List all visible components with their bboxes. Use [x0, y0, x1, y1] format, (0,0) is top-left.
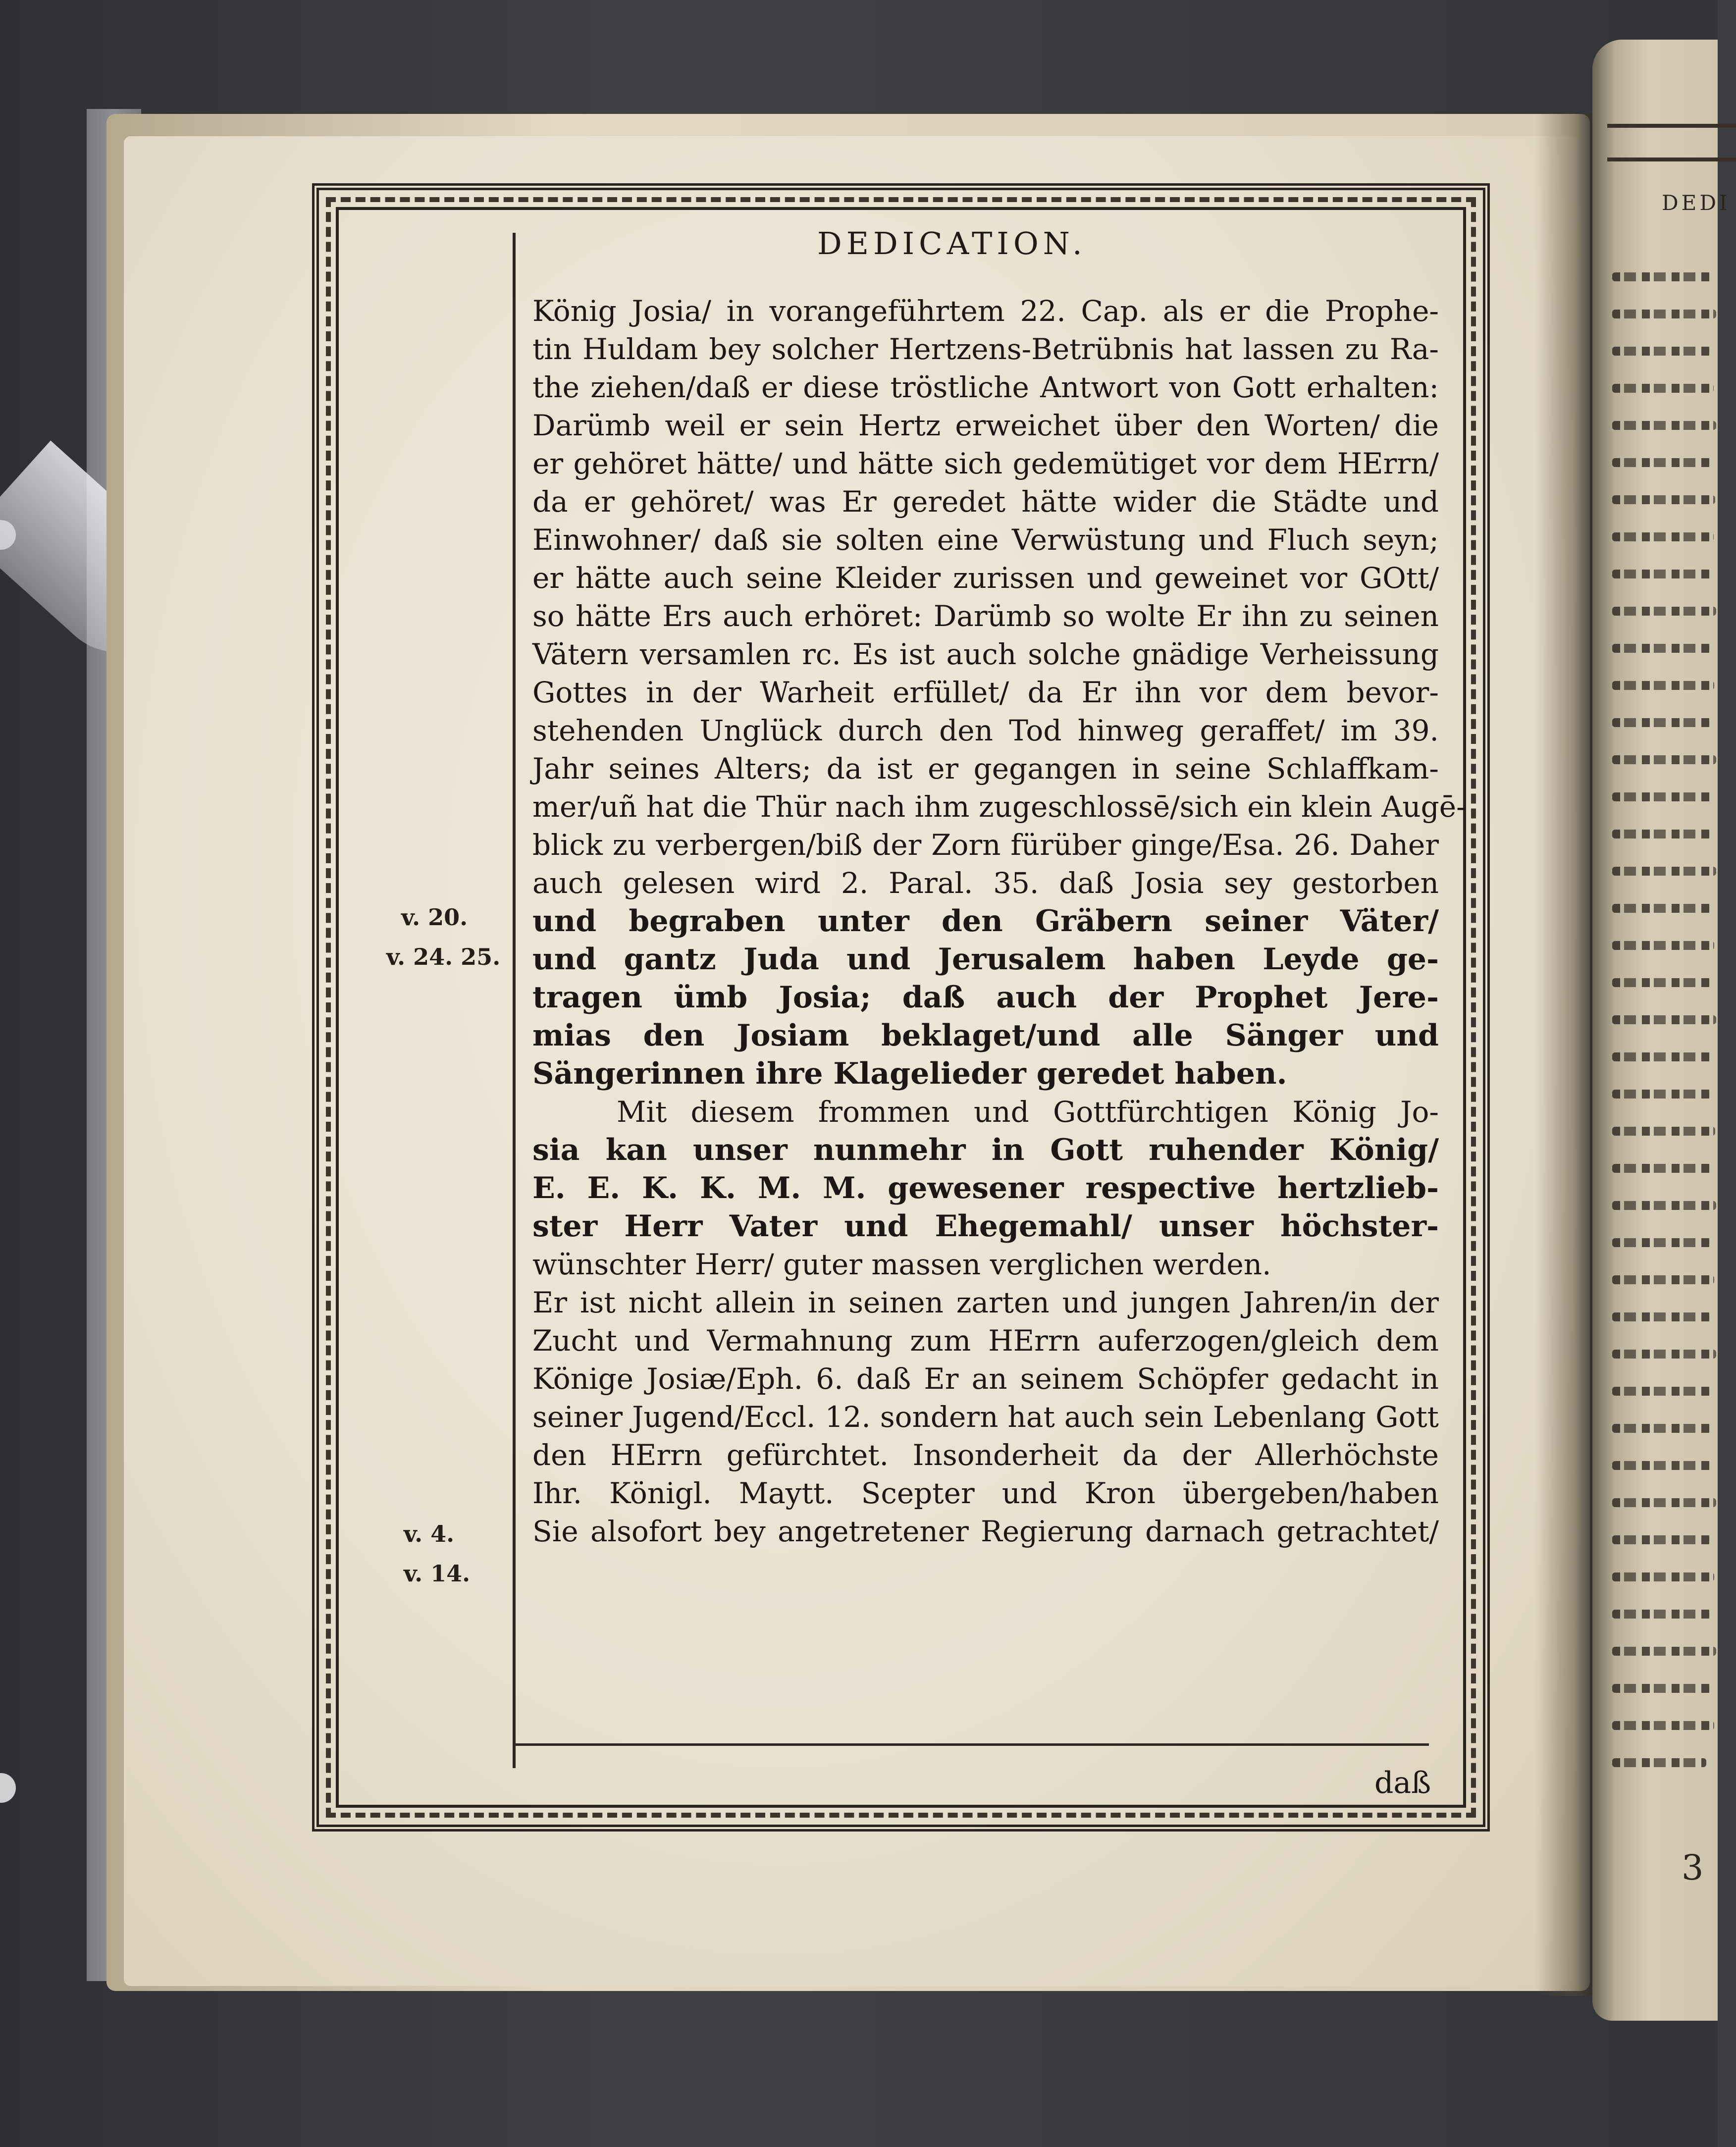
- margin-rule: [513, 233, 516, 1768]
- body-text: [532, 292, 1466, 1733]
- facing-page-text: [1612, 1535, 1711, 1544]
- text-line: E. E. K. K. M. M. gewesener respective hertzlieb-: [532, 1171, 1439, 1205]
- facing-page-text: [1612, 830, 1711, 838]
- text-line: er hätte auch seine Kleider zurissen und geweinet vor GOtt/: [532, 561, 1439, 595]
- facing-page-text: [1612, 384, 1714, 393]
- facing-page-text: [1612, 1498, 1716, 1507]
- text-line: und begraben unter den Gräbern seiner Väter/: [532, 904, 1439, 939]
- text-line: blick zu verbergen/biß der Zorn fürüber ginge/Esa. 26. Daher: [532, 828, 1439, 862]
- text-line: mer/uñ hat die Thür nach ihm zugeschlossē/sich ein klein Augē-: [532, 790, 1466, 824]
- facing-page-text: [1612, 941, 1714, 950]
- text-line: tin Huldam bey solcher Hertzens-Betrübnis hat lassen zu Ra-: [532, 332, 1439, 366]
- margin-note: v. 4.: [404, 1520, 455, 1547]
- facing-page-text: [1612, 1647, 1716, 1656]
- text-line: da er gehöret/ was Er geredet hätte wider die Städte und: [532, 485, 1439, 519]
- text-line: er gehöret hätte/ und hätte sich gedemütiget vor dem HErrn/: [532, 447, 1439, 480]
- facing-page-text: [1612, 421, 1716, 430]
- facing-page-border: [1607, 124, 1736, 161]
- facing-page-text: [1612, 1164, 1711, 1173]
- book-page-right: [1592, 40, 1731, 2021]
- facing-page-text: [1612, 1721, 1714, 1730]
- facing-page-text: [1612, 1350, 1716, 1359]
- facing-page-text: [1612, 1238, 1711, 1247]
- text-line: mias den Josiam beklaget/und alle Sänger und: [532, 1018, 1439, 1053]
- text-line: Vätern versamlen rc. Es ist auch solche gnädige Verheissung: [532, 637, 1439, 671]
- facing-page-text: [1612, 1461, 1711, 1470]
- facing-page-text: [1612, 607, 1716, 616]
- text-line: Zucht und Vermahnung zum HErrn auferzogen/gleich dem: [532, 1324, 1439, 1358]
- text-line: tragen ümb Josia; daß auch der Prophet Jere-: [532, 980, 1439, 1015]
- text-line: Jahr seines Alters; da ist er gegangen in seine Schlaffkam-: [532, 752, 1439, 785]
- text-line: stehenden Unglück durch den Tod hinweg geraffet/ im 39.: [532, 714, 1439, 747]
- facing-page-text: [1612, 1015, 1716, 1024]
- catchword: daß: [1374, 1766, 1431, 1800]
- facing-page-text: [1612, 1758, 1706, 1767]
- facing-page-text: [1612, 1424, 1713, 1433]
- facing-page-text: [1612, 1090, 1711, 1099]
- margin-note: v. 24. 25.: [386, 943, 501, 970]
- facing-page-text: [1612, 495, 1715, 504]
- facing-page-text: [1612, 755, 1716, 764]
- facing-page-text: [1612, 570, 1711, 578]
- facing-page-text: [1612, 904, 1711, 913]
- text-line: den HErrn gefürchtet. Insonderheit da der Allerhöchste: [532, 1438, 1439, 1472]
- facing-page-text: [1612, 1610, 1711, 1619]
- facing-page-text: [1612, 718, 1711, 727]
- book-gutter: [1535, 114, 1600, 1996]
- margin-note: v. 14.: [404, 1560, 471, 1587]
- margin-note: v. 20.: [401, 904, 468, 931]
- text-line: Sängerinnen ihre Klagelieder geredet haben.: [532, 1056, 1287, 1091]
- facing-page-text: [1612, 1684, 1711, 1693]
- facing-page-text: [1612, 532, 1714, 541]
- text-line: Gottes in der Warheit erfüllet/ da Er ihn vor dem bevor-: [532, 676, 1439, 709]
- facing-page-text: [1612, 867, 1716, 876]
- text-line: Könige Josiæ/Eph. 6. daß Er an seinem Schöpfer gedacht in: [532, 1362, 1439, 1396]
- text-line: und gantz Juda und Jerusalem haben Leyde ge-: [532, 942, 1439, 977]
- facing-page-text: [1612, 310, 1716, 318]
- text-line: ster Herr Vater und Ehegemahl/ unser höchster-: [532, 1209, 1439, 1244]
- text-line: Einwohner/ daß sie solten eine Verwüstung und Fluch seyn;: [532, 523, 1439, 557]
- facing-page-header: DEDI: [1662, 191, 1731, 215]
- facing-page-text: [1612, 458, 1711, 467]
- text-line: the ziehen/daß er diese tröstliche Antwort von Gott erhalten:: [532, 370, 1439, 404]
- text-line: Mit diesem frommen und Gottfürchtigen König Jo-: [617, 1095, 1439, 1129]
- facing-page-text: [1612, 1127, 1715, 1136]
- text-line: König Josia/ in vorangeführtem 22. Cap. als er die Prophe-: [532, 294, 1439, 328]
- facing-page-text: [1612, 1387, 1711, 1396]
- facing-page-text: [1612, 1052, 1712, 1061]
- facing-page-text: [1612, 978, 1711, 987]
- text-line: seiner Jugend/Eccl. 12. sondern hat auch sein Lebenlang Gott: [532, 1400, 1439, 1434]
- running-header: DEDICATION.: [817, 225, 1087, 262]
- facing-page-text: [1612, 1312, 1711, 1321]
- text-line: Er ist nicht allein in seinen zarten und jungen Jahren/in der: [532, 1286, 1439, 1319]
- facing-page-text: [1612, 1275, 1714, 1284]
- facing-page-text: [1612, 792, 1713, 801]
- text-line: Sie alsofort bey angetretener Regierung darnach getrachtet/: [532, 1515, 1439, 1548]
- facing-page-text: [1612, 272, 1711, 281]
- text-line: Darümb weil er sein Hertz erweichet über den Worten/ die: [532, 409, 1439, 442]
- bottom-rule: [513, 1743, 1429, 1746]
- facing-page-text: [1612, 644, 1711, 653]
- text-line: wünschter Herr/ guter massen verglichen werden.: [532, 1248, 1271, 1281]
- facing-page-text: [1612, 347, 1711, 356]
- facing-page-text: [1612, 681, 1714, 690]
- facing-page-text: [1612, 1201, 1716, 1210]
- text-line: auch gelesen wird 2. Paral. 35. daß Josia sey gestorben: [532, 866, 1439, 900]
- facing-page-text: [1612, 1572, 1714, 1581]
- text-line: Ihr. Königl. Maytt. Scepter und Kron übergeben/haben: [532, 1476, 1439, 1510]
- text-line: sia kan unser nunmehr in Gott ruhender König/: [532, 1133, 1439, 1167]
- text-line: so hätte Ers auch erhöret: Darümb so wolte Er ihn zu seinen: [532, 599, 1439, 633]
- facing-page-number: 3: [1682, 1847, 1704, 1888]
